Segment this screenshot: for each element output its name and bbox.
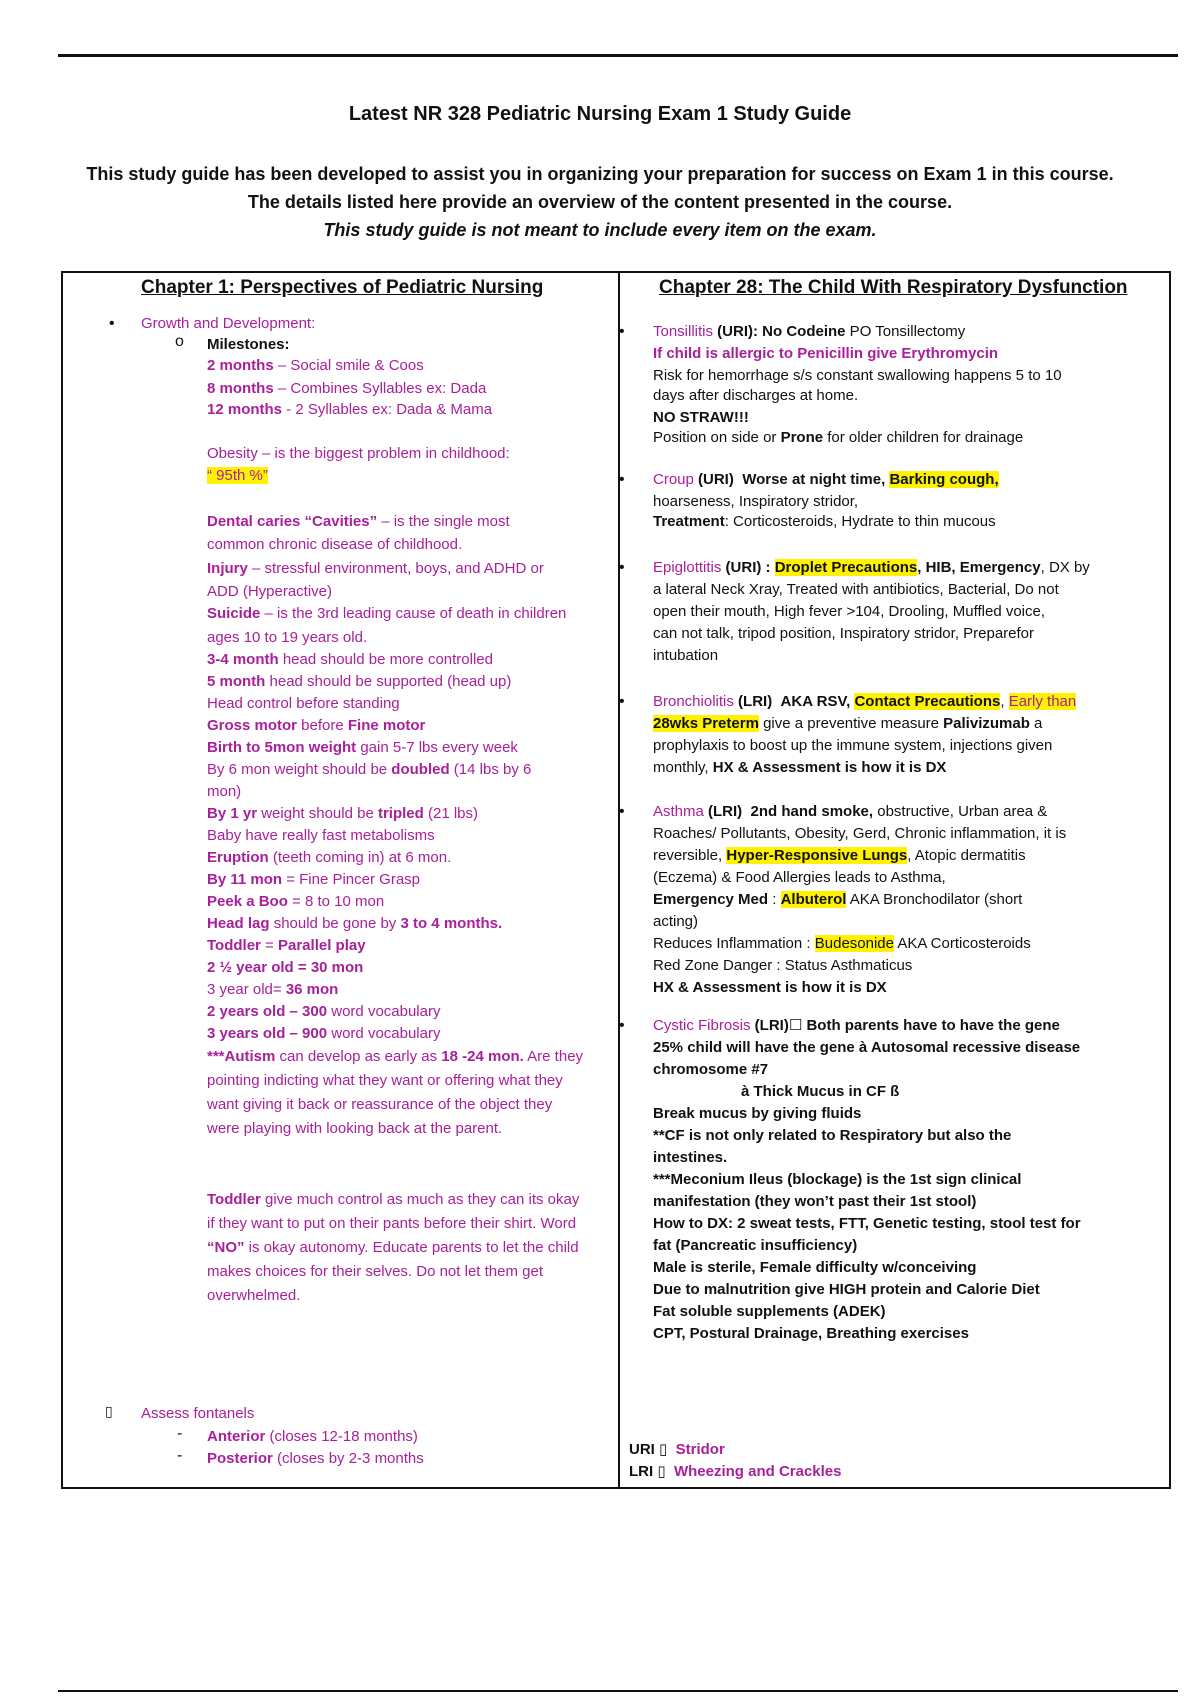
fact-line: 3 year old= 36 mon: [207, 981, 339, 998]
asthma-line: Emergency Med : Albuterol AKA Bronchodilator (short: [653, 891, 1023, 908]
circle-bullet-icon: o: [175, 333, 184, 350]
cf-line: How to DX: 2 sweat tests, FTT, Genetic testing, stool test for: [653, 1215, 1081, 1232]
milestone-item: 8 months – Combines Syllables ex: Dada: [207, 380, 487, 397]
tonsillitis-line: days after discharges at home.: [653, 387, 859, 404]
fact-line: Head control before standing: [207, 695, 400, 712]
bullet-icon: •: [619, 323, 625, 340]
fact-line: Peek a Boo = 8 to 10 mon: [207, 893, 385, 910]
croup-line: Croup (URI) Worse at night time, Barking cough,: [653, 471, 999, 488]
cf-line: Cystic Fibrosis (LRI)☐ Both parents have to have the gene: [653, 1017, 1060, 1034]
fact-line: By 11 mon = Fine Pincer Grasp: [207, 871, 421, 888]
intro-line-3: This study guide is not meant to include every item on the exam.: [323, 220, 877, 240]
bronchiolitis-line: Bronchiolitis (LRI) AKA RSV, Contact Precautions, Early than: [653, 693, 1077, 710]
cf-line: Fat soluble supplements (ADEK): [653, 1303, 886, 1320]
bronchiolitis-line: monthly, HX & Assessment is how it is DX: [653, 759, 947, 776]
tonsillitis-line: Risk for hemorrhage s/s constant swallowing happens 5 to 10: [653, 367, 1062, 384]
cf-line: Break mucus by giving fluids: [653, 1105, 862, 1122]
bullet-icon: •: [619, 471, 625, 488]
anterior-line: Anterior (closes 12-18 months): [207, 1428, 418, 1445]
cf-line: 25% child will have the gene à Autosomal recessive disease: [653, 1039, 1081, 1056]
croup-line: hoarseness, Inspiratory stridor,: [653, 493, 859, 510]
fact-line: Toddler = Parallel play: [207, 937, 366, 954]
suicide-line-2: ages 10 to 19 years old.: [207, 629, 368, 646]
intro-line-2: The details listed here provide an overview of the content presented in the course.: [247, 192, 953, 212]
bottom-rule: [58, 1690, 1178, 1692]
autism-paragraph: ***Autism can develop as early as 18 -24 mon. Are they pointing indicting what they want or offering what they want giving it back or reassurance of the object they were playing with looking back at the parent.: [207, 1048, 584, 1137]
asthma-line: Reduces Inflammation : Budesonide AKA Corticosteroids: [653, 935, 1031, 952]
epiglottitis-line: Epiglottitis (URI) : Droplet Precautions, HIB, Emergency, DX by: [653, 559, 1090, 576]
bullet-icon: •: [619, 559, 625, 576]
dental-line-2: common chronic disease of childhood.: [207, 536, 463, 553]
dash-bullet-icon: -: [177, 1447, 183, 1464]
bullet-icon: •: [109, 315, 115, 332]
intro: [60, 160, 1140, 244]
toddler-paragraph: Toddler give much control as much as they can its okay if they want to put on their pants before their shirt. Word “NO” is okay autonomy. Educate parents to let the child makes choices for their selves. Do not let them get overwhelmed.: [207, 1191, 580, 1304]
epiglottitis-line: can not talk, tripod position, Inspiratory stridor, Preparefor: [653, 625, 1035, 642]
obesity-line: Obesity – is the biggest problem in childhood:: [207, 445, 510, 462]
injury-line: Injury – stressful environment, boys, and ADHD or: [207, 560, 544, 577]
fact-line: Head lag should be gone by 3 to 4 months.: [207, 915, 503, 932]
cf-line: intestines.: [653, 1149, 728, 1166]
fact-line: By 6 mon weight should be doubled (14 lbs by 6: [207, 761, 532, 778]
intro-line-1: This study guide has been developed to assist you in organizing your preparation for success on Exam 1 in this course.: [86, 164, 1114, 184]
asthma-line: Roaches/ Pollutants, Obesity, Gerd, Chronic inflammation, it is: [653, 825, 1067, 842]
bullet-icon: •: [619, 803, 625, 820]
cf-line: **CF is not only related to Respiratory but also the: [653, 1127, 1012, 1144]
asthma-line: reversible, Hyper-Responsive Lungs, Atopic dermatitis: [653, 847, 1026, 864]
epiglottitis-line: a lateral Neck Xray, Treated with antibiotics, Bacterial, Do not: [653, 581, 1059, 598]
assess-fontanels: Assess fontanels: [141, 1405, 255, 1422]
study-table: [61, 271, 1171, 1489]
injury-line-2: ADD (Hyperactive): [207, 583, 333, 600]
cf-line: Due to malnutrition give HIGH protein and Calorie Diet: [653, 1281, 1040, 1298]
milestones-label: Milestones:: [207, 336, 290, 353]
fact-line: By 1 yr weight should be tripled (21 lbs): [207, 805, 478, 822]
cf-line: Male is sterile, Female difficulty w/conceiving: [653, 1259, 977, 1276]
fact-line: mon): [207, 783, 242, 800]
tonsillitis-line: Tonsillitis (URI): No Codeine PO Tonsillectomy: [653, 323, 966, 340]
asthma-line: acting): [653, 913, 699, 930]
tonsillitis-line: Position on side or Prone for older children for drainage: [653, 429, 1024, 446]
asthma-line: Red Zone Danger : Status Asthmaticus: [653, 957, 913, 974]
fact-line: 3 years old – 900 word vocabulary: [207, 1025, 441, 1042]
fact-line: 5 month head should be supported (head up): [207, 673, 512, 690]
asthma-line: (Eczema) & Food Allergies leads to Asthma,: [653, 869, 946, 886]
asthma-line: HX & Assessment is how it is DX: [653, 979, 887, 996]
cf-line: à Thick Mucus in CF ß: [741, 1083, 900, 1100]
tonsillitis-line: If child is allergic to Penicillin give Erythromycin: [653, 345, 999, 362]
cf-line: fat (Pancreatic insufficiency): [653, 1237, 858, 1254]
croup-line: Treatment: Corticosteroids, Hydrate to thin mucous: [653, 513, 996, 530]
left-column-heading: Chapter 1: Perspectives of Pediatric Nursing: [141, 277, 544, 298]
asthma-line: Asthma (LRI) 2nd hand smoke, obstructive, Urban area &: [653, 803, 1048, 820]
document-title: Latest NR 328 Pediatric Nursing Exam 1 Study Guide: [348, 103, 852, 125]
dash-bullet-icon: -: [177, 1425, 183, 1442]
bronchiolitis-line: 28wks Preterm give a preventive measure Palivizumab a: [653, 715, 1043, 732]
milestone-item: 2 months – Social smile & Coos: [207, 357, 424, 374]
cf-line: chromosome #7: [653, 1061, 769, 1078]
bronchiolitis-line: prophylaxis to boost up the immune system, injections given: [653, 737, 1053, 754]
cf-line: manifestation (they won’t past their 1st stool): [653, 1193, 977, 1210]
epiglottitis-line: intubation: [653, 647, 719, 664]
tonsillitis-line: NO STRAW!!!: [653, 409, 749, 426]
suicide-line: Suicide – is the 3rd leading cause of death in children: [207, 605, 567, 622]
uri-line: URI ▯ Stridor: [629, 1441, 725, 1458]
top-rule: [58, 54, 1178, 57]
checkbox-bullet-icon: ▯: [105, 1403, 113, 1419]
lri-line: LRI ▯ Wheezing and Crackles: [629, 1463, 842, 1480]
fact-line: 2 ½ year old = 30 mon: [207, 959, 364, 976]
fact-line: 2 years old – 300 word vocabulary: [207, 1003, 441, 1020]
growth-heading: Growth and Development:: [141, 315, 316, 332]
dental-line: Dental caries “Cavities” – is the single most: [207, 513, 510, 530]
right-column-heading: Chapter 28: The Child With Respiratory Dysfunction: [659, 277, 1128, 298]
fact-line: Birth to 5mon weight gain 5-7 lbs every week: [207, 739, 518, 756]
fact-line: Eruption (teeth coming in) at 6 mon.: [207, 849, 452, 866]
posterior-line: Posterior (closes by 2-3 months: [207, 1450, 424, 1467]
bullet-icon: •: [619, 1017, 625, 1034]
epiglottitis-line: open their mouth, High fever >104, Drooling, Muffled voice,: [653, 603, 1046, 620]
fact-line: Gross motor before Fine motor: [207, 717, 426, 734]
bullet-icon: •: [619, 693, 625, 710]
fact-line: 3-4 month head should be more controlled: [207, 651, 493, 668]
milestone-item: 12 months - 2 Syllables ex: Dada & Mama: [207, 401, 493, 418]
column-divider: [618, 273, 620, 1487]
cf-line: CPT, Postural Drainage, Breathing exercises: [653, 1325, 969, 1342]
obesity-percent: “ 95th %”: [207, 467, 268, 484]
cf-line: ***Meconium Ileus (blockage) is the 1st sign clinical: [653, 1171, 1022, 1188]
fact-line: Baby have really fast metabolisms: [207, 827, 435, 844]
